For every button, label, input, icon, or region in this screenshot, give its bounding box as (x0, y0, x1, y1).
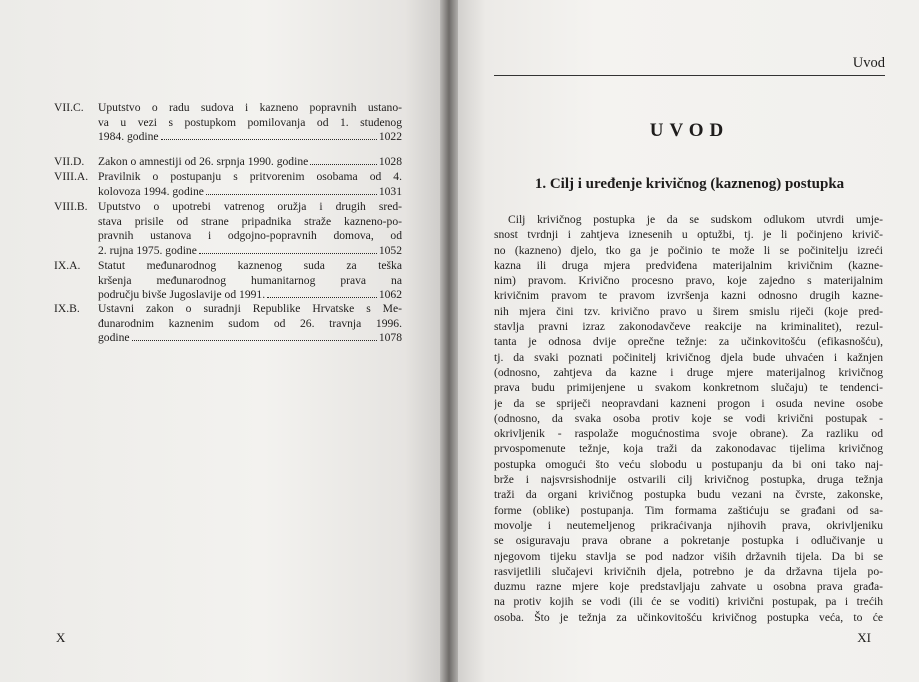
toc-page-number: 1031 (378, 184, 402, 198)
toc-title-line: va u vezi s postupkom pomilovanja od 1. studenog (98, 115, 402, 129)
dot-leader (199, 253, 377, 254)
body-text-line: (odnosno, zahtjeva da kazne i druge mjere materijalnog krivičnog (494, 365, 883, 379)
toc-title-line: kolovoza 1994. godine (98, 184, 204, 198)
toc-entry-number: VIII.B. (54, 200, 88, 213)
toc-page-number: 1078 (378, 331, 402, 345)
body-text-line: postupka omogući što veću slobodu u postupanju da bi oni tako naj- (494, 457, 883, 471)
body-text-line: se osiguravaju prava obrane a pokretanje postupka i odlučivanje u (494, 534, 883, 548)
dot-leader (267, 297, 377, 298)
toc-title-line: Uputstvo o upotrebi vatrenog oružja i drugih sred- (98, 200, 402, 213)
toc-entry-number: VII.D. (54, 155, 85, 168)
body-text-line: osoba. Što je težnja za učinkovitošću krivičnog postupka veća, to će (494, 610, 883, 624)
toc-title-line: godine (98, 331, 130, 345)
toc-title-line: stava prisile od strane pripadnika straže kazneno-po- (98, 214, 402, 228)
toc-title-line: 2. rujna 1975. godine (98, 243, 197, 257)
body-text-line: nim) pravom. Krivično procesno pravo, koje zajedno s materijalnim (494, 274, 883, 288)
right-page (458, 0, 919, 682)
body-text-line: snost tvrdnji i zahtjeva iznesenih u optužbi, tj. je li počinjeno krivič- (494, 228, 883, 242)
dot-leader (161, 139, 377, 140)
body-text-line: movolje i neutemeljenog prikraćivanja njihovih prava, okrivljeniku (494, 518, 883, 532)
toc-entry-title (98, 155, 402, 170)
toc-entry-title (98, 170, 402, 199)
body-text-line: na protiv kojih se vodi (ili će se voditi) krivični postupak, pa i trećih (494, 595, 883, 609)
body-text-line: stavlja pravni izraz zakonodavčeve reakcije na kriminalitet), rezul- (494, 320, 883, 334)
body-text-line: je da se spriječi neopravdani kazneni progon i osuda nevine osobe (494, 396, 883, 410)
body-text-line: njegovom tijeku stavlja se pod nadzor viših državnih tijela. Da bi se (494, 549, 883, 563)
toc-title-line: pravnih ustanova i odgojno-popravnih domova, od (98, 229, 402, 243)
page-number-right: XI (857, 630, 871, 645)
dot-leader (206, 194, 377, 195)
body-text-line: okrivljenik - raspolaže mogućnostima svoje obrane). Za razliku od (494, 427, 883, 441)
body-text-line: brže i najsvrsishodnije ostvarili cilj krivičnog postupka, druga težnja (494, 473, 883, 487)
toc-page-number: 1022 (378, 130, 402, 144)
toc-entry-title (98, 302, 402, 346)
header-rule (494, 75, 885, 76)
toc-entry-title (98, 101, 402, 145)
body-text-line: (odnosno, da svaka osoba protiv koje se vodi krivični postupak - (494, 411, 883, 425)
body-text-line: kazna ili druga mjera predviđena materijalnim krivičnim (kazne- (494, 258, 883, 272)
body-paragraph (494, 212, 883, 625)
toc-entry-title (98, 200, 402, 258)
section-title: 1. Cilj i uređenje krivičnog (kaznenog) postupka (534, 176, 845, 192)
toc-title-line: Ustavni zakon o suradnji Republike Hrvatske s Me- (98, 302, 402, 315)
body-text-line: tanta je odnosa dvije oprečne težnje: za učinkovitošću (efikasnošću), (494, 335, 883, 349)
body-text-line: duzmu razne mjere koje predstavljaju zahvate u osobna prava građa- (494, 580, 883, 594)
toc-title-line: Zakon o amnestiji od 26. srpnja 1990. godine (98, 155, 309, 168)
dot-leader (310, 164, 377, 165)
toc-entry-title (98, 259, 402, 303)
toc-title-line: Pravilnik o postupanju s pritvorenim osobama od 4. (98, 170, 402, 183)
body-text-line: nih mjera čini tzv. krivično pravo u širem smislu riječi (koje pred- (494, 304, 883, 318)
left-page (0, 0, 440, 682)
body-text-line: forme (oblike) postupanja. Tim formama zaštićuju se građani od sa- (494, 503, 883, 517)
chapter-title: UVOD (649, 120, 730, 141)
body-text-line: prvospomenute težnje, koja traži da zakonodavac tijelima krivičnog (494, 442, 883, 456)
toc-entry-number: IX.B. (54, 302, 80, 315)
body-text-line: no (kazneno) djelo, tko ga je počinio te može li se počinitelju izreći (494, 243, 883, 257)
dot-leader (132, 340, 377, 341)
running-head: Uvod (852, 55, 885, 71)
body-text-line: tj. da svaki poznati počinitelj krivičnog djela bude uhvaćen i kažnjen (494, 350, 883, 364)
body-text-line: krivičnim pravom te pravom izvršenja kazni odnosno drugih kazne- (494, 289, 883, 303)
toc-title-line: području bivše Jugoslavije od 1991. (98, 288, 266, 302)
body-text-line: prava budu primijenjene u svakom konkretnom slučaju) te tendenci- (494, 381, 883, 395)
toc-title-line: Statut međunarodnog kaznenog suda za teška (98, 259, 402, 272)
toc-page-number: 1052 (378, 243, 402, 257)
page-number-left: X (56, 630, 66, 645)
toc-title-line: kršenja međunarodnog humanitarnog prava na (98, 273, 402, 287)
body-text-line: traži da organi krivičnog postupka budu vezani na čvrste, zakonske, (494, 488, 883, 502)
body-text-line: Cilj krivičnog postupka je da se sudskom odlukom utvrdi umje- (508, 213, 883, 226)
toc-title-line: 1984. godine (98, 130, 159, 144)
book-gutter (440, 0, 458, 682)
toc-entry-number: IX.A. (54, 259, 81, 272)
toc-entry-number: VIII.A. (54, 170, 89, 183)
toc-entry-number: VII.C. (54, 101, 84, 114)
toc-title-line: đunarodnim kaznenim sudom od 26. travnja 1996. (98, 316, 402, 330)
toc-page-number: 1028 (378, 155, 402, 168)
body-text-line: rasvijetlili slučajevi krivičnih djela, potrebno je da državna tijela po- (494, 564, 883, 578)
toc-page-number: 1062 (378, 288, 402, 302)
toc-title-line: Uputstvo o radu sudova i kazneno popravnih ustano- (98, 101, 402, 114)
